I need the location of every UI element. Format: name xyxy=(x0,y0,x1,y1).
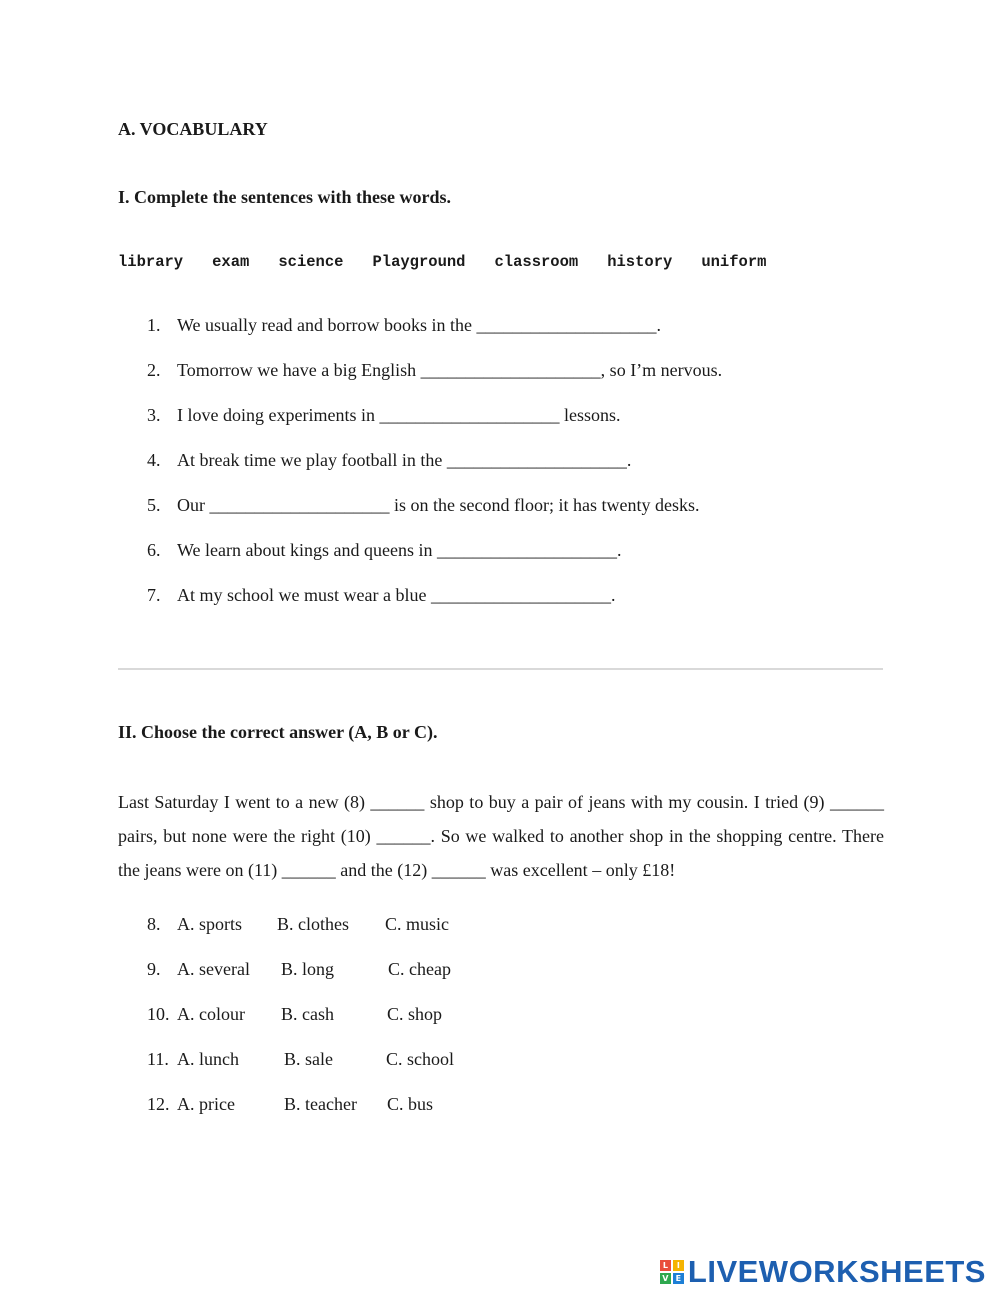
word-bank-item: uniform xyxy=(701,253,767,271)
question-number: 10. xyxy=(147,1004,170,1024)
mc-question-9 xyxy=(147,959,487,981)
option-a: A. colour xyxy=(177,1004,245,1024)
word-bank-item: Playground xyxy=(372,253,466,271)
logo-text: LIVEWORKSHEETS xyxy=(687,1254,986,1289)
option-b: B. long xyxy=(281,959,335,979)
question-text: At break time we play football in the ____________________. xyxy=(177,450,632,470)
option-b: B. teacher xyxy=(284,1094,357,1114)
reading-passage: Last Saturday I went to a new (8) ______ shop to buy a pair of jeans with my cousin. I tried (9) ______ pairs, but none were the right (10) ______. So we walked to another shop in the shopping centre. There the jeans were on (11) ______ and the (12) ______ was excellent – only £18! xyxy=(118,792,884,880)
option-b: B. cash xyxy=(281,1004,334,1024)
word-bank xyxy=(118,253,766,271)
option-b: B. clothes xyxy=(277,914,349,934)
question-number: 6. xyxy=(147,540,161,560)
word-bank-item: science xyxy=(278,253,344,271)
option-a: A. lunch xyxy=(177,1049,239,1069)
option-c: C. music xyxy=(385,914,450,934)
question-text: At my school we must wear a blue ____________________. xyxy=(177,585,616,605)
logo-tile: I xyxy=(673,1260,684,1271)
mc-question-8 xyxy=(147,914,487,936)
option-b: B. sale xyxy=(284,1049,333,1069)
question-7 xyxy=(147,585,615,606)
part2-instruction: II. Choose the correct answer (A, B or C). xyxy=(118,722,438,742)
question-text: We learn about kings and queens in ____________________. xyxy=(177,540,622,560)
word-bank-item: history xyxy=(607,253,673,271)
mc-question-10 xyxy=(147,1004,487,1026)
question-number: 2. xyxy=(147,360,161,380)
logo-tile: L xyxy=(660,1260,671,1271)
question-3 xyxy=(147,405,620,426)
question-number: 12. xyxy=(147,1094,170,1114)
question-number: 7. xyxy=(147,585,161,605)
question-text: We usually read and borrow books in the ____________________. xyxy=(177,315,661,335)
question-6 xyxy=(147,540,621,561)
liveworksheets-logo xyxy=(660,1254,986,1290)
question-number: 4. xyxy=(147,450,161,470)
question-number: 5. xyxy=(147,495,161,515)
logo-tile: E xyxy=(673,1273,684,1284)
word-bank-item: library xyxy=(118,253,184,271)
question-number: 3. xyxy=(147,405,161,425)
option-a: A. price xyxy=(177,1094,235,1114)
question-5 xyxy=(147,495,699,516)
question-1 xyxy=(147,315,661,336)
logo-icon xyxy=(660,1260,684,1284)
question-text: Tomorrow we have a big English ____________________, so I’m nervous. xyxy=(177,360,723,380)
question-text: Our ____________________ is on the second floor; it has twenty desks. xyxy=(177,495,700,515)
option-c: C. cheap xyxy=(388,959,451,979)
section-title: A. VOCABULARY xyxy=(118,119,268,139)
question-number: 1. xyxy=(147,315,161,335)
question-number: 9. xyxy=(147,959,161,979)
question-number: 11. xyxy=(147,1049,169,1069)
word-bank-item: exam xyxy=(212,253,250,271)
logo-tile: V xyxy=(660,1273,671,1284)
question-4 xyxy=(147,450,631,471)
question-2 xyxy=(147,360,722,381)
option-c: C. bus xyxy=(387,1094,434,1114)
mc-question-12 xyxy=(147,1094,487,1116)
option-a: A. several xyxy=(177,959,250,979)
option-c: C. school xyxy=(386,1049,455,1069)
part1-instruction: I. Complete the sentences with these words. xyxy=(118,187,451,207)
option-c: C. shop xyxy=(387,1004,443,1024)
section-divider xyxy=(118,668,883,670)
question-text: I love doing experiments in ____________________ lessons. xyxy=(177,405,621,425)
option-a: A. sports xyxy=(177,914,243,934)
word-bank-item: classroom xyxy=(494,253,579,271)
question-number: 8. xyxy=(147,914,161,934)
mc-question-11 xyxy=(147,1049,487,1071)
